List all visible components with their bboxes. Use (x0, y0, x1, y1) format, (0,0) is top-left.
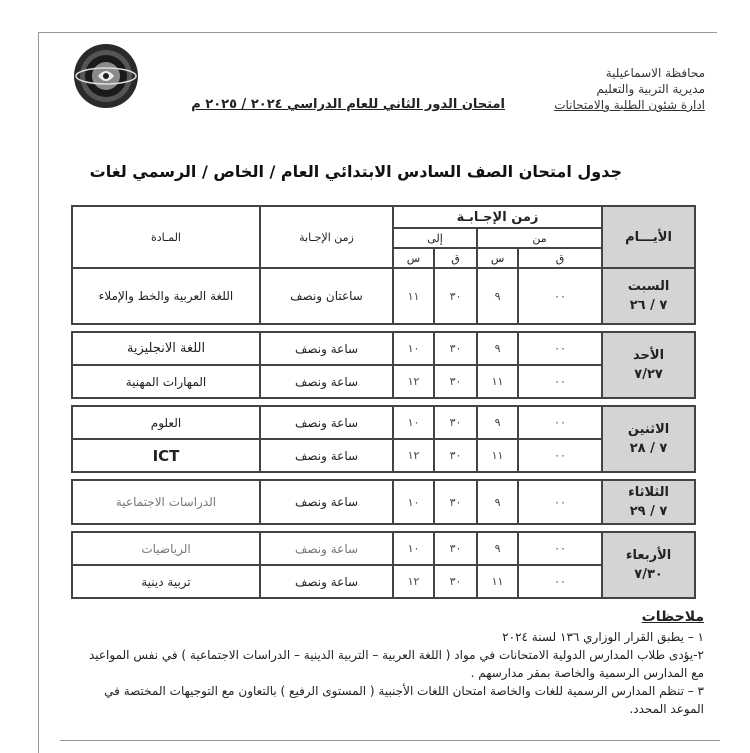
row-to-minutes: ٣٠ (434, 406, 477, 439)
row-to-minutes: ٣٠ (434, 565, 477, 598)
row-to-minutes: ٣٠ (434, 439, 477, 472)
row-subject: اللغة العربية والخط والإملاء (72, 268, 260, 324)
row-to-hours: ١٠ (393, 406, 434, 439)
header-to-minutes: ق (434, 248, 477, 268)
row-from-minutes: ٠٠ (518, 268, 602, 324)
row-duration: ساعتان ونصف (260, 268, 393, 324)
row-to-minutes: ٣٠ (434, 532, 477, 565)
row-duration: ساعة ونصف (260, 480, 393, 524)
day-wednesday: الأربعاء ٧/٣٠ (602, 532, 695, 598)
row-from-minutes: ٠٠ (518, 565, 602, 598)
exam-title: امتحان الدور الثاني للعام الدراسي ٢٠٢٤ / ٢٠٢٥ م (191, 97, 505, 112)
row-subject: ICT (72, 439, 260, 472)
row-to-minutes: ٣٠ (434, 332, 477, 365)
row-subject: تربية دينية (72, 565, 260, 598)
row-from-minutes: ٠٠ (518, 365, 602, 398)
org-directorate: مديرية التربية والتعليم (596, 82, 705, 96)
header-subject: المـادة (72, 206, 260, 268)
org-governorate: محافظة الاسماعيلية (605, 66, 705, 80)
row-from-minutes: ٠٠ (518, 439, 602, 472)
header-to-hours: س (393, 248, 434, 268)
header-duration: زمن الإجـابة (260, 206, 393, 268)
exam-schedule-table (71, 205, 696, 599)
notes-heading: ملاحظات (641, 609, 704, 625)
row-subject: الرياضيات (72, 532, 260, 565)
row-to-hours: ١١ (393, 268, 434, 324)
row-from-hours: ١١ (477, 565, 518, 598)
table-title: جدول امتحان الصف السادس الابتدائي العام / الخاص / الرسمي لغات (89, 162, 622, 181)
row-to-hours: ١٢ (393, 365, 434, 398)
notes-section (74, 608, 704, 718)
row-subject: المهارات المهنية (72, 365, 260, 398)
header-from-minutes: ق (518, 248, 602, 268)
row-duration: ساعة ونصف (260, 406, 393, 439)
row-to-minutes: ٣٠ (434, 268, 477, 324)
row-from-minutes: ٠٠ (518, 480, 602, 524)
header-to: إلى (393, 228, 477, 248)
row-from-hours: ١١ (477, 365, 518, 398)
row-from-hours: ٩ (477, 532, 518, 565)
header-from-hours: س (477, 248, 518, 268)
row-duration: ساعة ونصف (260, 439, 393, 472)
row-to-hours: ١٠ (393, 532, 434, 565)
header-days: الأيـــام (602, 206, 695, 268)
row-duration: ساعة ونصف (260, 565, 393, 598)
row-from-minutes: ٠٠ (518, 532, 602, 565)
row-subject: الدراسات الاجتماعية (72, 480, 260, 524)
row-from-minutes: ٠٠ (518, 406, 602, 439)
page-divider (60, 740, 720, 741)
row-to-hours: ١٢ (393, 439, 434, 472)
header-time: زمن الإجـابـة (393, 206, 602, 228)
note-item: ٣ – تنظم المدارس الرسمية للغات والخاصة امتحان اللغات الأجنبية ( المستوى الرفيع ) بالتعاون مع التوجيهات المختصة في الموعد المحدد. (104, 684, 704, 716)
note-item: ٢-يؤدى طلاب المدارس الدولية الامتحانات في مواد ( اللغة العربية – التربية الدينية – الدراسات الاجتماعية ) في نفس المواعيد مع المدارس الرسمية والخاصة بمقر مدارسهم . (88, 648, 704, 680)
row-from-hours: ٩ (477, 406, 518, 439)
row-to-minutes: ٣٠ (434, 480, 477, 524)
day-tuesday: الثلاثاء ٧ / ٢٩ (602, 480, 695, 524)
row-from-hours: ٩ (477, 332, 518, 365)
row-from-minutes: ٠٠ (518, 332, 602, 365)
org-administration: ادارة شئون الطلبة والامتحانات (554, 98, 705, 112)
row-to-hours: ١٠ (393, 332, 434, 365)
row-subject: العلوم (72, 406, 260, 439)
row-duration: ساعة ونصف (260, 365, 393, 398)
row-duration: ساعة ونصف (260, 532, 393, 565)
row-duration: ساعة ونصف (260, 332, 393, 365)
day-sunday: الأحد ٧/٢٧ (602, 332, 695, 398)
row-from-hours: ٩ (477, 268, 518, 324)
emblem-logo (72, 42, 140, 110)
organization-block (554, 65, 705, 113)
day-monday: الاثنين ٧ / ٢٨ (602, 406, 695, 472)
row-to-hours: ١٢ (393, 565, 434, 598)
header-from: من (477, 228, 602, 248)
row-subject: اللغة الانجليزية (72, 332, 260, 365)
row-from-hours: ١١ (477, 439, 518, 472)
row-to-minutes: ٣٠ (434, 365, 477, 398)
day-saturday: السبت ٧ / ٢٦ (602, 268, 695, 324)
row-to-hours: ١٠ (393, 480, 434, 524)
note-item: ١ – يطبق القرار الوزاري ١٣٦ لسنة ٢٠٢٤ (502, 630, 704, 644)
row-from-hours: ٩ (477, 480, 518, 524)
